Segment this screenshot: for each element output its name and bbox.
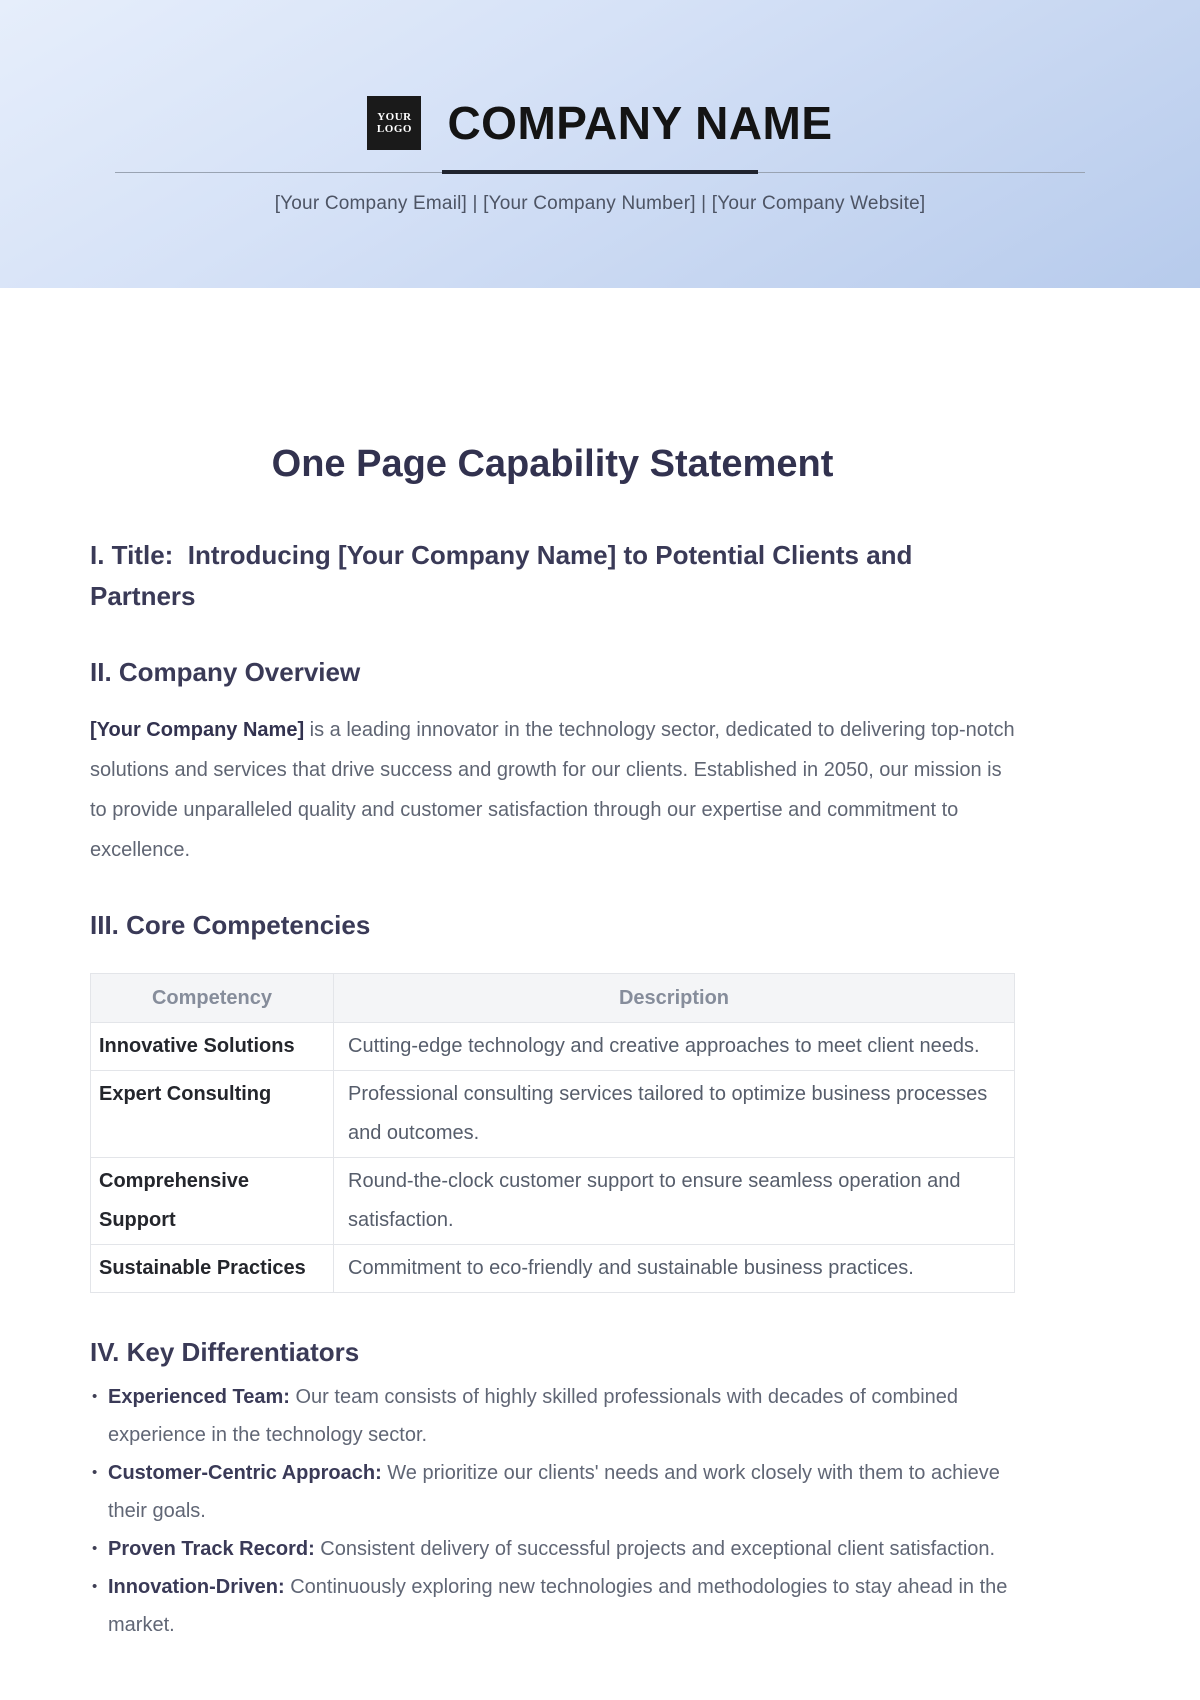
description-cell: Cutting-edge technology and creative approaches to meet client needs. <box>334 1023 1015 1071</box>
bullet-label: Experienced Team: <box>108 1386 290 1408</box>
core-competencies-table <box>90 973 1015 1293</box>
competency-cell: Innovative Solutions <box>91 1023 334 1071</box>
bullet-text: Continuously exploring new technologies and methodologies to stay ahead in the market. <box>108 1576 1008 1636</box>
contact-line: [Your Company Email] | [Your Company Number] | [Your Company Website] <box>274 193 926 214</box>
table-row <box>91 1245 1015 1293</box>
brand-row <box>0 0 1200 150</box>
competency-cell: Sustainable Practices <box>91 1245 334 1293</box>
bullet-label: Innovation-Driven: <box>108 1576 285 1598</box>
overview-lead-bold: [Your Company Name] <box>90 719 305 741</box>
key-differentiators-list <box>90 1378 1015 1644</box>
table-row <box>91 1071 1015 1158</box>
list-item <box>90 1568 1015 1644</box>
bullet-label: Proven Track Record: <box>108 1538 315 1560</box>
section-heading-title: I. Title: Introducing [Your Company Name] to Potential Clients and Partners <box>90 540 920 611</box>
section-heading-overview: II. Company Overview <box>90 657 361 687</box>
description-cell: Round-the-clock customer support to ensure seamless operation and satisfaction. <box>334 1158 1015 1245</box>
overview-paragraph <box>90 710 1015 870</box>
description-cell: Professional consulting services tailored to optimize business processes and outcomes. <box>334 1071 1015 1158</box>
column-header-competency: Competency <box>91 974 334 1023</box>
competency-cell: Expert Consulting <box>91 1071 334 1158</box>
column-header-description: Description <box>334 974 1015 1023</box>
header-divider-accent <box>442 170 758 174</box>
document-content <box>90 441 1015 1644</box>
letterhead <box>0 0 1200 288</box>
logo-text-line1: YOUR <box>377 111 412 123</box>
section-heading-key-differentiators: IV. Key Differentiators <box>90 1337 360 1367</box>
header-divider-line <box>115 172 1085 173</box>
company-name: COMPANY NAME <box>447 97 833 149</box>
bullet-label: Customer-Centric Approach: <box>108 1462 382 1484</box>
table-row <box>91 1158 1015 1245</box>
table-row <box>91 1023 1015 1071</box>
table-header-row <box>91 974 1015 1023</box>
logo-text-line2: LOGO <box>376 123 412 135</box>
competency-cell: Comprehensive Support <box>91 1158 334 1245</box>
company-logo <box>367 96 421 150</box>
list-item <box>90 1378 1015 1454</box>
bullet-text: Our team consists of highly skilled professionals with decades of combined experience in the technology sector. <box>108 1386 959 1446</box>
list-item <box>90 1530 1015 1568</box>
section-heading-core-competencies: III. Core Competencies <box>90 910 371 940</box>
overview-body-text: is a leading innovator in the technology sector, dedicated to delivering top-notch solutions and services that drive success and growth for our clients. Established in 2050, our mission is to provide unparalleled quality and customer satisfaction through our expertise and commitment to excellence. <box>90 719 1015 861</box>
document-title: One Page Capability Statement <box>271 443 834 485</box>
bullet-text: We prioritize our clients' needs and work closely with them to achieve their goals. <box>108 1462 1000 1522</box>
list-item <box>90 1454 1015 1530</box>
bullet-text: Consistent delivery of successful projects and exceptional client satisfaction. <box>314 1538 996 1560</box>
description-cell: Commitment to eco-friendly and sustainable business practices. <box>334 1245 1015 1293</box>
